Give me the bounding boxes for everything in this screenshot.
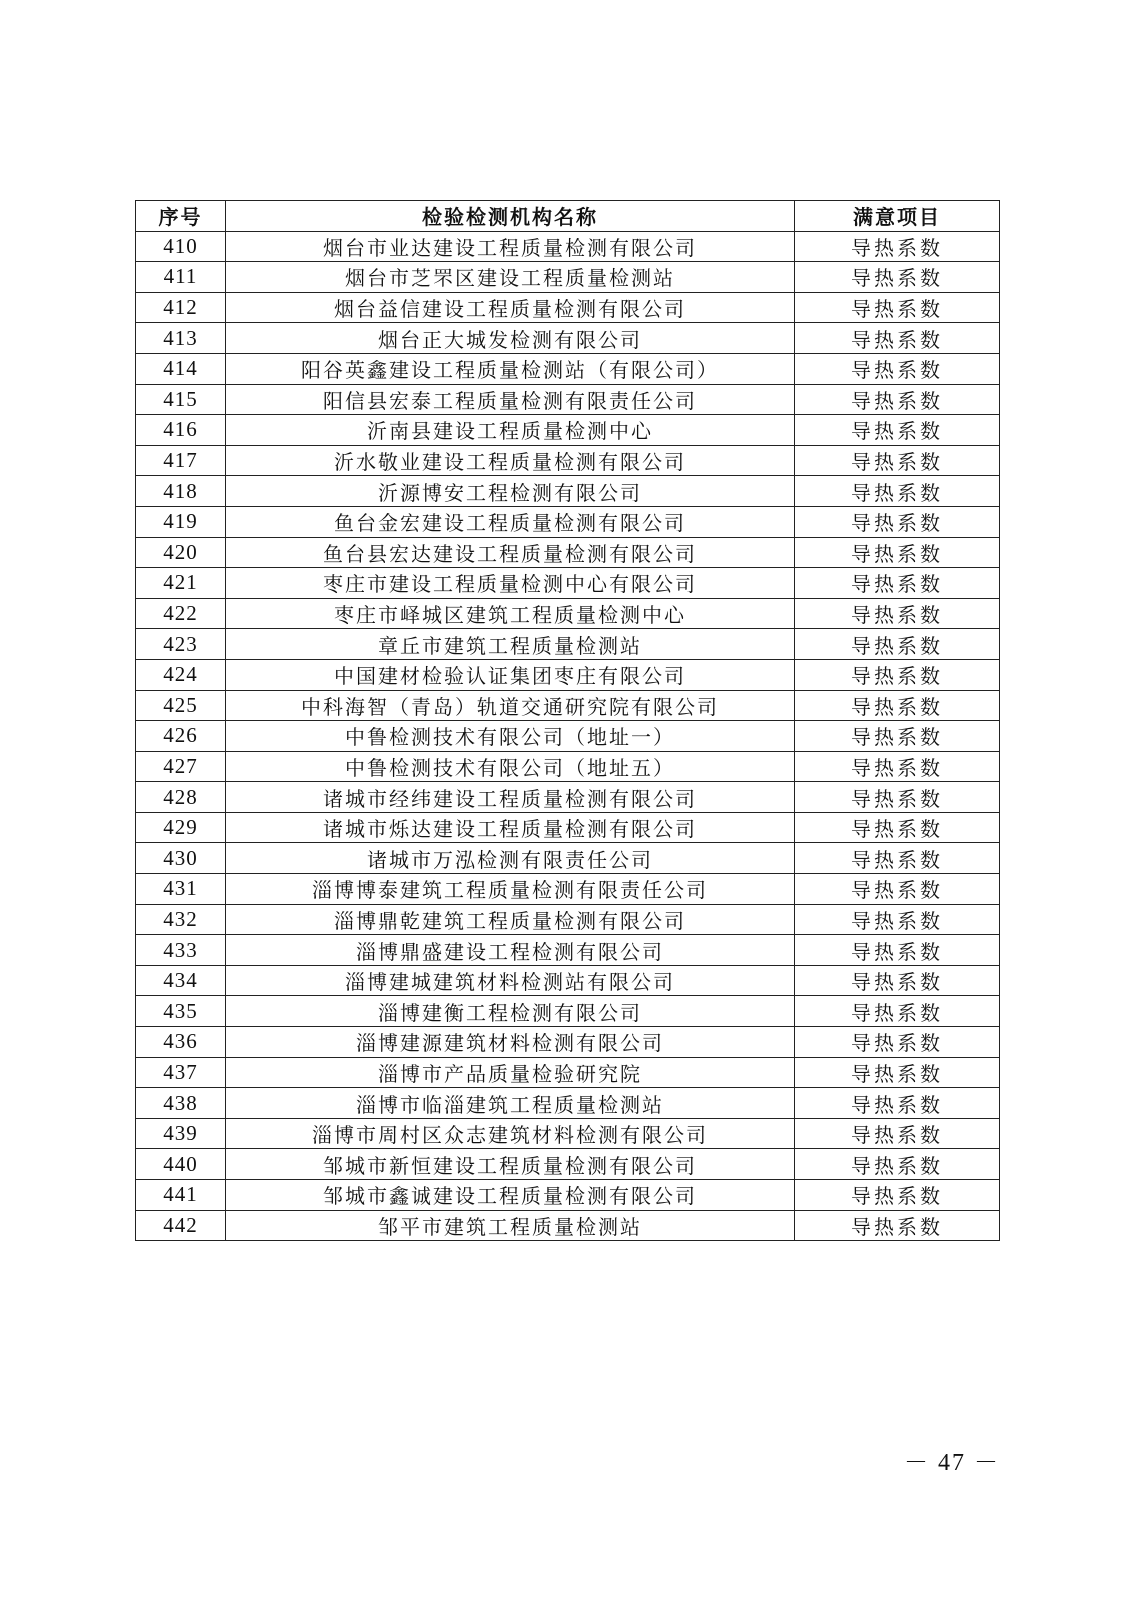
row-index: 436: [136, 1027, 226, 1058]
row-index: 437: [136, 1057, 226, 1088]
row-index: 422: [136, 598, 226, 629]
row-satisfied-item: 导热系数: [795, 353, 1000, 384]
row-satisfied-item: 导热系数: [795, 751, 1000, 782]
row-satisfied-item: 导热系数: [795, 812, 1000, 843]
table-row: [136, 721, 1000, 752]
header-name: 检验检测机构名称: [226, 201, 795, 232]
row-satisfied-item: 导热系数: [795, 996, 1000, 1027]
row-satisfied-item: 导热系数: [795, 231, 1000, 262]
row-satisfied-item: 导热系数: [795, 1057, 1000, 1088]
row-index: 438: [136, 1088, 226, 1119]
row-satisfied-item: 导热系数: [795, 874, 1000, 905]
table-row: [136, 629, 1000, 660]
row-satisfied-item: 导热系数: [795, 384, 1000, 415]
table-row: [136, 1027, 1000, 1058]
table-row: [136, 965, 1000, 996]
row-institution-name: 中科海智（青岛）轨道交通研究院有限公司: [226, 690, 795, 721]
row-institution-name: 淄博建城建筑材料检测站有限公司: [226, 965, 795, 996]
institution-table: [135, 200, 1000, 1241]
row-institution-name: 淄博鼎乾建筑工程质量检测有限公司: [226, 904, 795, 935]
table-row: [136, 1118, 1000, 1149]
table-row: [136, 231, 1000, 262]
table-row: [136, 935, 1000, 966]
row-index: 434: [136, 965, 226, 996]
row-index: 411: [136, 262, 226, 293]
table-row: [136, 598, 1000, 629]
row-satisfied-item: 导热系数: [795, 659, 1000, 690]
row-index: 413: [136, 323, 226, 354]
page-number: － 47 －: [904, 1450, 1000, 1476]
row-index: 439: [136, 1118, 226, 1149]
table-row: [136, 874, 1000, 905]
table-row: [136, 292, 1000, 323]
table-row: [136, 1088, 1000, 1119]
table-row: [136, 1210, 1000, 1241]
row-institution-name: 中鲁检测技术有限公司（地址五）: [226, 751, 795, 782]
row-institution-name: 章丘市建筑工程质量检测站: [226, 629, 795, 660]
row-index: 430: [136, 843, 226, 874]
row-index: 442: [136, 1210, 226, 1241]
table-row: [136, 751, 1000, 782]
row-institution-name: 诸城市万泓检测有限责任公司: [226, 843, 795, 874]
table-row: [136, 353, 1000, 384]
row-index: 423: [136, 629, 226, 660]
header-item: 满意项目: [795, 201, 1000, 232]
row-index: 426: [136, 721, 226, 752]
row-index: 416: [136, 415, 226, 446]
row-institution-name: 沂南县建设工程质量检测中心: [226, 415, 795, 446]
row-institution-name: 邹城市鑫诚建设工程质量检测有限公司: [226, 1180, 795, 1211]
row-index: 429: [136, 812, 226, 843]
row-index: 414: [136, 353, 226, 384]
row-satisfied-item: 导热系数: [795, 1149, 1000, 1180]
row-institution-name: 烟台市芝罘区建设工程质量检测站: [226, 262, 795, 293]
row-index: 424: [136, 659, 226, 690]
table-row: [136, 537, 1000, 568]
row-institution-name: 烟台市业达建设工程质量检测有限公司: [226, 231, 795, 262]
row-index: 420: [136, 537, 226, 568]
table-row: [136, 445, 1000, 476]
row-satisfied-item: 导热系数: [795, 415, 1000, 446]
table-row: [136, 1180, 1000, 1211]
row-institution-name: 中鲁检测技术有限公司（地址一）: [226, 721, 795, 752]
table-row: [136, 1057, 1000, 1088]
row-index: 427: [136, 751, 226, 782]
row-satisfied-item: 导热系数: [795, 292, 1000, 323]
row-satisfied-item: 导热系数: [795, 445, 1000, 476]
row-index: 440: [136, 1149, 226, 1180]
row-institution-name: 邹城市新恒建设工程质量检测有限公司: [226, 1149, 795, 1180]
table-row: [136, 782, 1000, 813]
table-row: [136, 415, 1000, 446]
row-institution-name: 鱼台金宏建设工程质量检测有限公司: [226, 506, 795, 537]
header-index: 序号: [136, 201, 226, 232]
row-institution-name: 阳信县宏泰工程质量检测有限责任公司: [226, 384, 795, 415]
row-institution-name: 淄博市产品质量检验研究院: [226, 1057, 795, 1088]
table-header-row: [136, 201, 1000, 232]
table-row: [136, 568, 1000, 599]
row-satisfied-item: 导热系数: [795, 598, 1000, 629]
row-institution-name: 烟台益信建设工程质量检测有限公司: [226, 292, 795, 323]
row-satisfied-item: 导热系数: [795, 782, 1000, 813]
row-index: 419: [136, 506, 226, 537]
row-satisfied-item: 导热系数: [795, 1088, 1000, 1119]
row-satisfied-item: 导热系数: [795, 568, 1000, 599]
row-index: 433: [136, 935, 226, 966]
row-institution-name: 枣庄市峄城区建筑工程质量检测中心: [226, 598, 795, 629]
row-index: 410: [136, 231, 226, 262]
table-row: [136, 506, 1000, 537]
row-index: 441: [136, 1180, 226, 1211]
row-institution-name: 淄博建源建筑材料检测有限公司: [226, 1027, 795, 1058]
row-satisfied-item: 导热系数: [795, 904, 1000, 935]
row-index: 412: [136, 292, 226, 323]
row-index: 418: [136, 476, 226, 507]
table-body: [136, 231, 1000, 1241]
row-institution-name: 诸城市经纬建设工程质量检测有限公司: [226, 782, 795, 813]
row-index: 421: [136, 568, 226, 599]
table-row: [136, 843, 1000, 874]
row-satisfied-item: 导热系数: [795, 1180, 1000, 1211]
row-institution-name: 鱼台县宏达建设工程质量检测有限公司: [226, 537, 795, 568]
row-index: 425: [136, 690, 226, 721]
row-institution-name: 诸城市烁达建设工程质量检测有限公司: [226, 812, 795, 843]
table-row: [136, 323, 1000, 354]
table-row: [136, 384, 1000, 415]
row-index: 435: [136, 996, 226, 1027]
row-satisfied-item: 导热系数: [795, 537, 1000, 568]
row-institution-name: 淄博市临淄建筑工程质量检测站: [226, 1088, 795, 1119]
row-index: 431: [136, 874, 226, 905]
table-row: [136, 659, 1000, 690]
row-satisfied-item: 导热系数: [795, 1118, 1000, 1149]
row-satisfied-item: 导热系数: [795, 721, 1000, 752]
row-index: 417: [136, 445, 226, 476]
row-institution-name: 淄博博泰建筑工程质量检测有限责任公司: [226, 874, 795, 905]
table-row: [136, 1149, 1000, 1180]
row-institution-name: 枣庄市建设工程质量检测中心有限公司: [226, 568, 795, 599]
table-row: [136, 812, 1000, 843]
row-satisfied-item: 导热系数: [795, 476, 1000, 507]
table-row: [136, 476, 1000, 507]
row-institution-name: 淄博鼎盛建设工程检测有限公司: [226, 935, 795, 966]
row-satisfied-item: 导热系数: [795, 1210, 1000, 1241]
row-index: 415: [136, 384, 226, 415]
row-index: 432: [136, 904, 226, 935]
row-institution-name: 淄博建衡工程检测有限公司: [226, 996, 795, 1027]
row-satisfied-item: 导热系数: [795, 843, 1000, 874]
row-satisfied-item: 导热系数: [795, 935, 1000, 966]
row-institution-name: 沂水敬业建设工程质量检测有限公司: [226, 445, 795, 476]
row-satisfied-item: 导热系数: [795, 1027, 1000, 1058]
table-row: [136, 904, 1000, 935]
row-institution-name: 中国建材检验认证集团枣庄有限公司: [226, 659, 795, 690]
table-row: [136, 996, 1000, 1027]
row-index: 428: [136, 782, 226, 813]
row-institution-name: 烟台正大城发检测有限公司: [226, 323, 795, 354]
row-satisfied-item: 导热系数: [795, 323, 1000, 354]
row-institution-name: 邹平市建筑工程质量检测站: [226, 1210, 795, 1241]
row-institution-name: 淄博市周村区众志建筑材料检测有限公司: [226, 1118, 795, 1149]
table-row: [136, 262, 1000, 293]
row-institution-name: 沂源博安工程检测有限公司: [226, 476, 795, 507]
table-row: [136, 690, 1000, 721]
row-satisfied-item: 导热系数: [795, 506, 1000, 537]
row-satisfied-item: 导热系数: [795, 965, 1000, 996]
row-institution-name: 阳谷英鑫建设工程质量检测站（有限公司）: [226, 353, 795, 384]
row-satisfied-item: 导热系数: [795, 629, 1000, 660]
row-satisfied-item: 导热系数: [795, 262, 1000, 293]
row-satisfied-item: 导热系数: [795, 690, 1000, 721]
